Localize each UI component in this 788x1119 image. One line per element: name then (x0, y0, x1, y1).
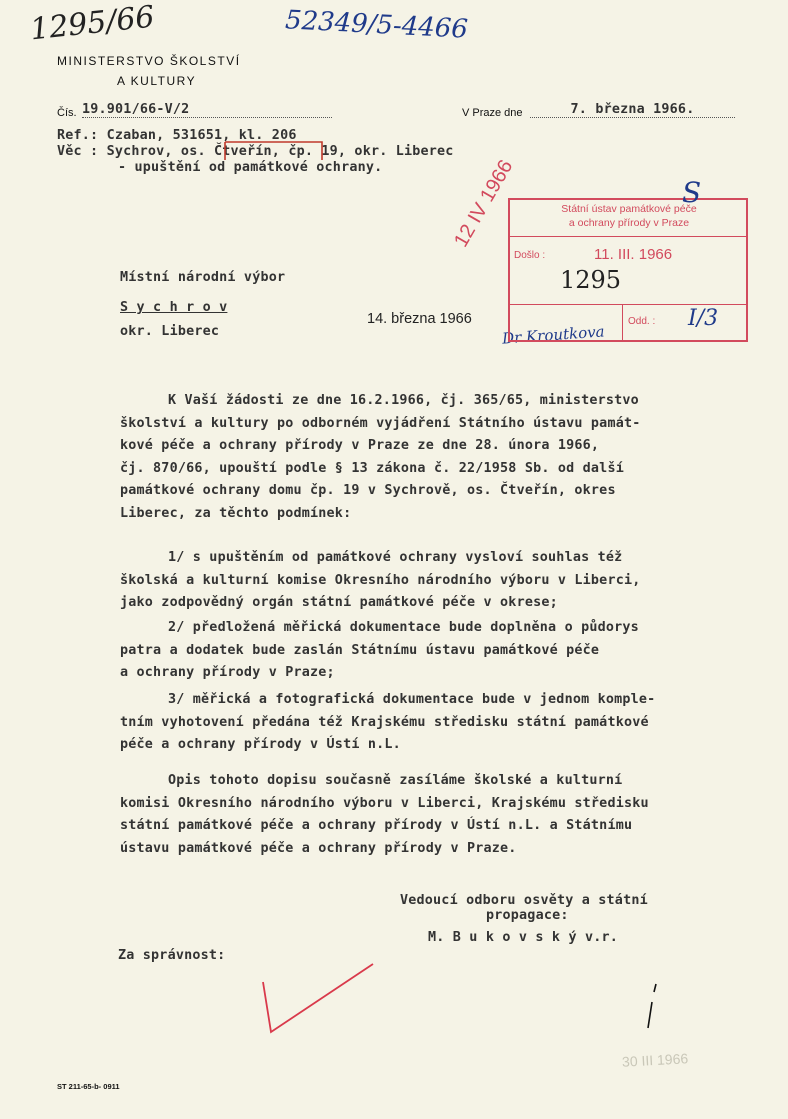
body-paragraph-1 (120, 390, 760, 525)
cis-label: Čís. (57, 107, 77, 119)
body-line: státní památkové péče a ochrany přírody v Ústí n.L. a Státnímu (120, 818, 633, 833)
faint-date-stamp: 30 III 1966 (621, 1050, 689, 1070)
signature-title-line2: propagace: (486, 908, 569, 923)
addressee-line3: okr. Liberec (120, 324, 220, 339)
body-line: 2/ předložená měřická dokumentace bude doplněna o půdorys (168, 620, 639, 635)
stamp-odd-value: I/3 (688, 306, 719, 331)
stamp-number: 1295 (560, 266, 622, 294)
body-line: 1/ s upuštěním od památkové ochrany vysloví souhlas též (168, 550, 623, 565)
subject-line2: - upuštění od památkové ochrany. (118, 160, 383, 175)
stamp-title-line2: a ochrany přírody v Praze (568, 217, 690, 229)
body-line: Liberec, za těchto podmínek: (120, 505, 352, 521)
cis-value: 19.901/66-V/2 (82, 102, 332, 118)
addressee-line2: S y c h r o v (120, 300, 228, 315)
signature-title-line1: Vedoucí odboru osvěty a státní (400, 893, 648, 908)
ministry-name-line1: MINISTERSTVO ŠKOLSTVÍ (57, 54, 241, 68)
diagonal-date-stamp: 12 IV 1966 (450, 156, 518, 251)
stamp-odd-label: Odd. : (628, 316, 656, 327)
handwritten-registry-number: 52349/5-4466 (284, 5, 469, 45)
form-code: ST 211-65-b- 0911 (57, 1082, 120, 1091)
subject-line: Věc : Sychrov, os. Čtveřín, čp. 19, okr. Liberec (57, 144, 454, 159)
body-line: jako zodpovědný orgán státní památkové péče v okrese; (120, 595, 558, 610)
body-line: kové péče a ochrany přírody v Praze ze dne 28. února 1966, (120, 438, 600, 453)
body-line: ústavu památkové péče a ochrany přírody v Praze. (120, 840, 517, 856)
body-line: památkové ochrany domu čp. 19 v Sychrově, os. Čtveřín, okres (120, 483, 616, 498)
handwritten-file-number: 1295/66 (28, 0, 157, 48)
body-line: a ochrany přírody v Praze; (120, 665, 335, 680)
stamp-title-line1: Státní ústav památkové péče (561, 203, 697, 215)
stamp-divider-top (510, 236, 746, 237)
condition-1 (120, 547, 760, 615)
place-label: V Praze dne (462, 107, 523, 119)
red-checkmark (255, 950, 395, 1050)
stamp-divider-vertical (622, 304, 623, 340)
received-date-stamp: 14. března 1966 (367, 311, 472, 327)
signature-name: M. B u k o v s k ý v.r. (428, 930, 619, 945)
body-paragraph-2 (120, 770, 760, 860)
stamp-title (516, 202, 742, 230)
red-highlight-box (222, 138, 342, 168)
ref-line: Ref.: Czaban, 531651, kl. 206 (57, 128, 297, 143)
correctness-label: Za správnost: (118, 948, 226, 963)
body-line: čj. 870/66, upouští podle § 13 zákona č. 22/1958 Sb. od další (120, 460, 624, 476)
ministry-name-line2: A KULTURY (117, 74, 197, 88)
handwritten-name: Dr Kroutkova (501, 322, 606, 348)
body-line: 3/ měřická a fotografická dokumentace bude v jednom komple- (168, 692, 656, 707)
body-line: školství a kultury po odborném vyjádření Státního ústavu památ- (120, 415, 641, 431)
stamp-dosle-label: Došlo : (514, 250, 546, 261)
body-line: patra a dodatek bude zaslán Státnímu ústavu památkové péče (120, 642, 600, 658)
body-line: tním vyhotovení předána též Krajskému středisku státní památkové (120, 714, 649, 730)
date-value: 7. března 1966. (530, 102, 735, 118)
stamp-divider-bottom (510, 304, 746, 305)
body-line: péče a ochrany přírody v Ústí n.L. (120, 737, 401, 752)
ink-mark (640, 980, 670, 1040)
registry-stamp (508, 198, 748, 342)
condition-2 (120, 617, 760, 685)
condition-3 (120, 689, 760, 757)
body-line: školská a kulturní komise Okresního národního výboru v Liberci, (120, 572, 641, 588)
body-line: Opis tohoto dopisu současně zasíláme školské a kulturní (168, 773, 623, 788)
stamp-date: 11. III. 1966 (594, 246, 673, 263)
handwritten-mark: S (682, 176, 702, 209)
addressee-line1: Místní národní výbor (120, 270, 286, 285)
body-line: K Vaší žádosti ze dne 16.2.1966, čj. 365/65, ministerstvo (168, 393, 639, 408)
body-line: komisi Okresního národního výboru v Liberci, Krajskému středisku (120, 795, 649, 811)
